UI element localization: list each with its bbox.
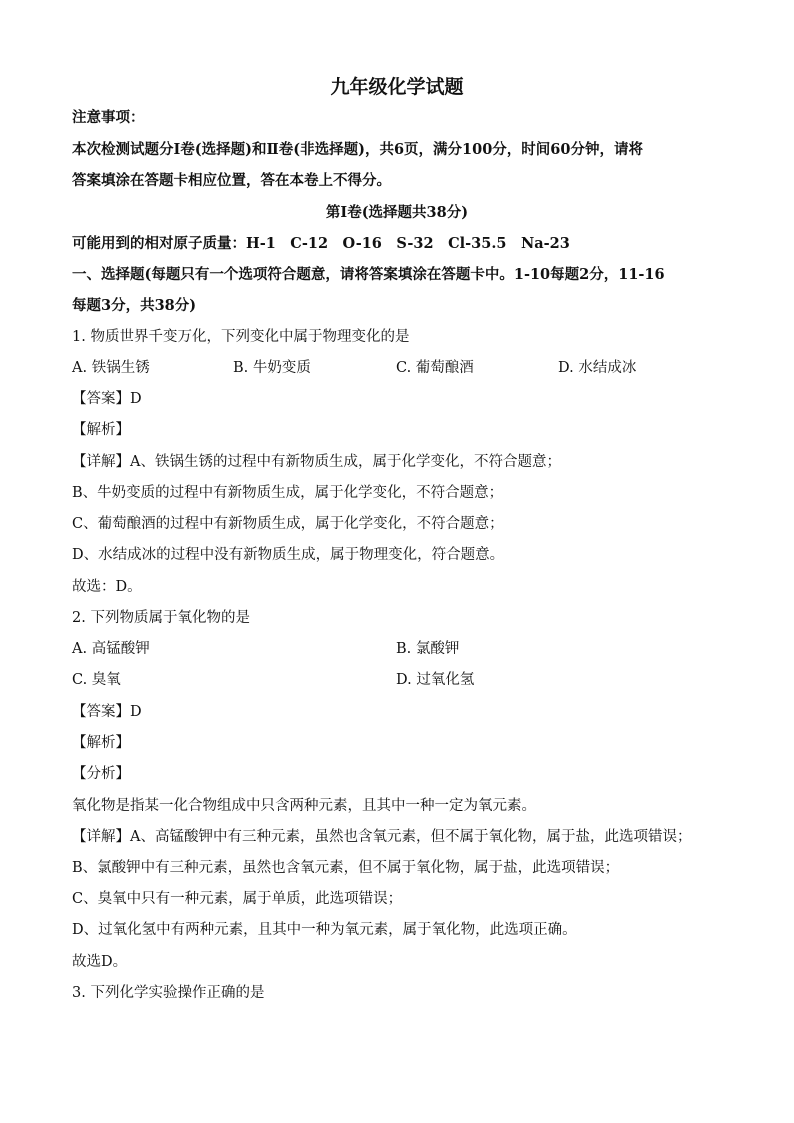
q2-analysis-label: 【解析】 <box>72 735 130 751</box>
q1-detail-line-2: B、牛奶变质的过程中有新物质生成，属于化学变化，不符合题意； <box>72 485 504 501</box>
q1-option-a: A. 铁锅生锈 <box>72 360 150 376</box>
notice-line-2: 答案填涂在答题卡相应位置，答在本卷上不得分。 <box>72 172 391 189</box>
q1-detail-line-1: 【详解】A、铁锅生锈的过程中有新物质生成，属于化学变化，不符合题意； <box>72 454 561 470</box>
notice-line-1: 本次检测试题分Ⅰ卷(选择题)和Ⅱ卷(非选择题)，共6页，满分100分，时间60分钟，请将 <box>72 141 643 158</box>
part-1-instructions-line-1: 一、选择题(每题只有一个选项符合题意，请将答案填涂在答题卡中。1-10每题2分，11-16 <box>72 266 665 283</box>
q2-conclusion: 故选D。 <box>72 954 128 970</box>
q2-detail-line-2: B、氯酸钾中有三种元素，虽然也含氧元素，但不属于氧化物，属于盐，此选项错误； <box>72 860 620 876</box>
q2-option-d: D. 过氧化氢 <box>396 672 475 688</box>
q1-stem: 1. 物质世界千变万化，下列变化中属于物理变化的是 <box>72 329 410 345</box>
q1-conclusion: 故选：D。 <box>72 579 142 595</box>
q1-option-d: D. 水结成冰 <box>558 360 637 376</box>
q1-option-b: B. 牛奶变质 <box>233 360 311 376</box>
notice-heading: 注意事项： <box>72 109 145 126</box>
q1-analysis-label: 【解析】 <box>72 422 130 438</box>
page-title: 九年级化学试题 <box>330 76 464 98</box>
q2-detail-line-3: C、臭氧中只有一种元素，属于单质，此选项错误； <box>72 891 403 907</box>
q2-option-a: A. 高锰酸钾 <box>72 641 150 657</box>
q2-detail-line-4: D、过氧化氢中有两种元素，且其中一种为氧元素，属于氧化物，此选项正确。 <box>72 922 577 938</box>
q1-option-c: C. 葡萄酿酒 <box>396 360 474 376</box>
atomic-mass-line: 可能用到的相对原子质量：H-1 C-12 O-16 S-32 Cl-35.5 Na-23 <box>72 235 570 252</box>
q2-stem: 2. 下列物质属于氧化物的是 <box>72 610 250 626</box>
part-1-instructions-line-2: 每题3分，共38分) <box>72 297 197 314</box>
q2-option-b: B. 氯酸钾 <box>396 641 460 657</box>
q2-option-c: C. 臭氧 <box>72 672 121 688</box>
q1-detail-line-3: C、葡萄酿酒的过程中有新物质生成，属于化学变化，不符合题意； <box>72 516 504 532</box>
q3-stem: 3. 下列化学实验操作正确的是 <box>72 985 265 1001</box>
q1-answer: 【答案】D <box>72 391 142 407</box>
q2-fenxi-label: 【分析】 <box>72 766 130 782</box>
section-1-title: 第Ⅰ卷(选择题共38分) <box>325 204 469 221</box>
q1-detail-line-4: D、水结成冰的过程中没有新物质生成，属于物理变化，符合题意。 <box>72 547 505 563</box>
q2-definition: 氧化物是指某一化合物组成中只含两种元素，且其中一种一定为氧元素。 <box>72 798 536 814</box>
q2-answer: 【答案】D <box>72 704 142 720</box>
q2-detail-line-1: 【详解】A、高锰酸钾中有三种元素，虽然也含氧元素，但不属于氧化物，属于盐，此选项错误； <box>72 829 692 845</box>
